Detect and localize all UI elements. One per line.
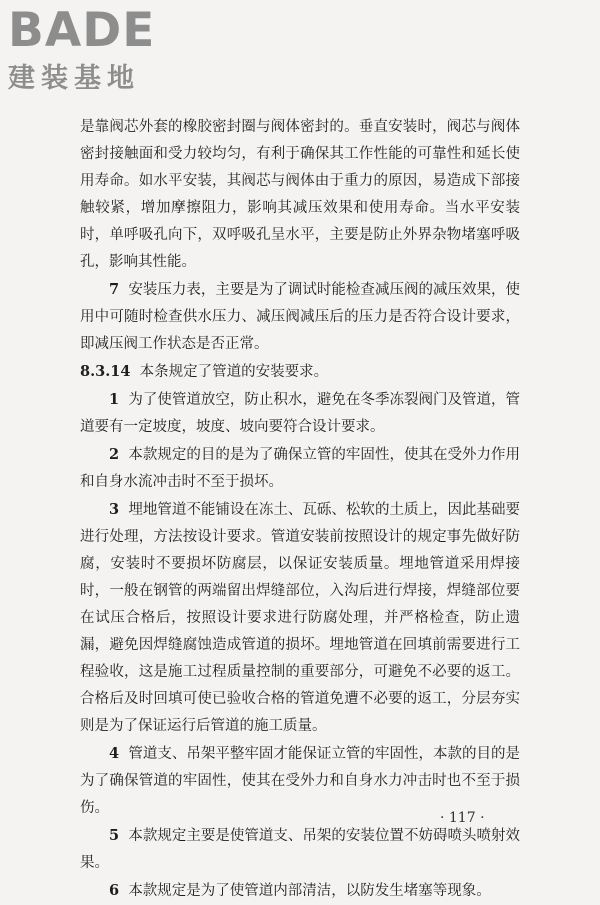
page-body — [80, 114, 520, 905]
list-item: 5 本款规定主要是使管道支、吊架的安装位置不妨碍喷头喷射效果。 — [80, 827, 520, 871]
list-item: 1 为了使管道放空，防止积水，避免在冬季冻裂阀门及管道，管道要有一定坡度，坡度、坡向要符合设计要求。 — [80, 391, 520, 435]
logo — [8, 3, 178, 96]
logo-wordmark: BADE — [8, 3, 156, 58]
list-item: 4 管道支、吊架平整牢固才能保证立管的牢固性，本款的目的是为了确保管道的牢固性，使其在受外力和自身水力冲击时也不至于损伤。 — [80, 745, 520, 816]
list-item: 6 本款规定是为了使管道内部清洁，以防发生堵塞等现象。 — [109, 882, 491, 899]
logo-subtitle: 建装基地 — [8, 63, 140, 94]
page-number: · 117 · — [440, 810, 485, 826]
clause-heading: 8.3.14 本条规定了管道的安装要求。 — [80, 363, 329, 380]
paragraph-item-7: 7 安装压力表，主要是为了调试时能检查减压阀的减压效果，使用中可随时检查供水压力、减压阀减压后的压力是否符合设计要求，即减压阀工作状态是否正常。 — [80, 281, 520, 352]
list-item: 3 埋地管道不能铺设在冻土、瓦砾、松软的土质上，因此基础要进行处理，方法按设计要求。管道安装前按照设计的规定事先做好防腐，安装时不要损坏防腐层，以保证安装质量。埋地管道采用焊接时，一般在钢管的两端留出焊缝部位，入沟后进行焊接，焊缝部位要在试压合格后，按照设计要求进行防腐处理，并严格检查，防止遗漏，避免因焊缝腐蚀造成管道的损坏。埋地管道在回填前需要进行工程验收，这是施工过程质量控制的重要部分，可避免不必要的返工。合格后及时回填可使已验收合格的管道免遭不必要的返工，分层夯实则是为了保证运行后管道的施工质量。 — [80, 501, 520, 734]
list-item: 2 本款规定的目的是为了确保立管的牢固性，使其在受外力作用和自身水流冲击时不至于损坏。 — [80, 446, 520, 490]
paragraph-continuation: 是靠阀芯外套的橡胶密封圈与阀体密封的。垂直安装时，阀芯与阀体密封接触面和受力较均匀，有利于确保其工作性能的可靠性和延长使用寿命。如水平安装，其阀芯与阀体由于重力的原因，易造成下部接触较紧，增加摩擦阻力，影响其减压效果和使用寿命。当水平安装时，单呼吸孔向下，双呼吸孔呈水平，主要是防止外界杂物堵塞呼吸孔，影响其性能。 — [80, 119, 520, 270]
